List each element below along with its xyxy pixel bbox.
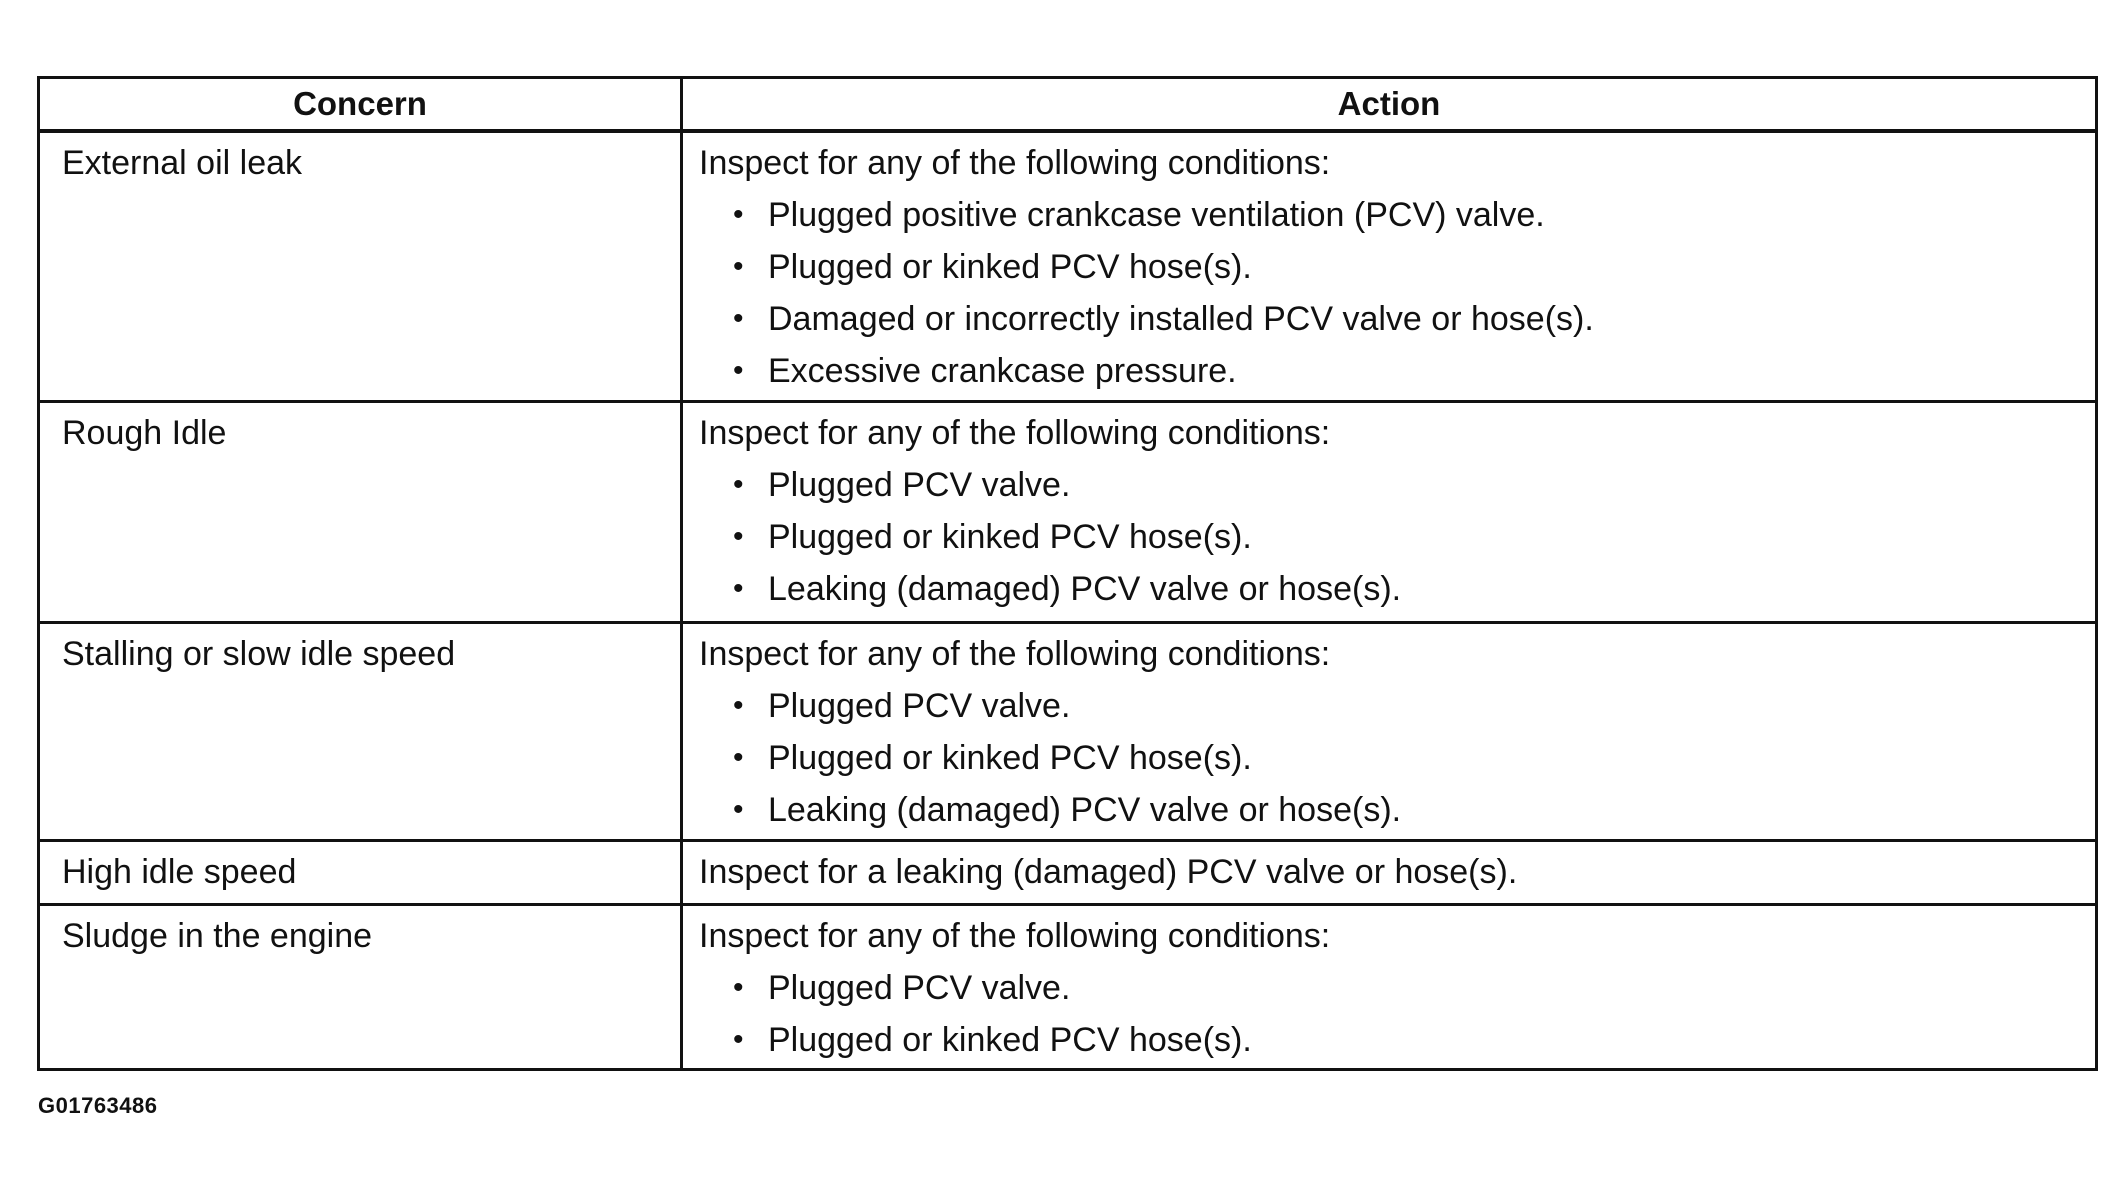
action-cell [682,904,2097,1069]
concern-cell: Stalling or slow idle speed [39,622,682,840]
condition-item [733,345,2095,397]
condition-text: Plugged PCV valve. [768,968,1071,1007]
bullet-icon: • [733,250,744,283]
column-header-action: Action [682,78,2097,132]
action-intro: Inspect for any of the following conditions: [699,634,1331,673]
action-intro: Inspect for any of the following conditions: [699,413,1331,452]
bullet-icon: • [733,519,744,553]
bullet-icon: • [733,792,744,826]
condition-text: Leaking (damaged) PCV valve or hose(s). [768,790,1402,829]
condition-item [733,511,2095,563]
bullet-icon: • [733,302,744,335]
table-body [39,131,2097,1069]
condition-text: Plugged PCV valve. [768,686,1071,725]
condition-list [699,189,2095,397]
table-row [39,840,2097,904]
diagnosis-table [37,76,2098,1071]
concern-cell: Sludge in the engine [39,904,682,1069]
figure-id: G01763486 [38,1093,158,1118]
condition-text: Plugged or kinked PCV hose(s). [768,517,1252,556]
table-row [39,904,2097,1069]
condition-item [733,459,2095,511]
condition-item [733,732,2095,784]
condition-text: Plugged or kinked PCV hose(s). [768,248,1252,286]
condition-text: Plugged or kinked PCV hose(s). [768,1020,1252,1059]
condition-text: Leaking (damaged) PCV valve or hose(s). [768,569,1402,608]
bullet-icon: • [733,1022,744,1056]
bullet-icon: • [733,467,744,501]
condition-item [733,293,2095,345]
table-header-row [39,78,2097,132]
condition-item [733,680,2095,732]
action-cell [682,401,2097,622]
table-row [39,131,2097,401]
bullet-icon: • [733,571,744,605]
condition-text: Plugged or kinked PCV hose(s). [768,738,1252,777]
condition-text: Damaged or incorrectly installed PCV valve or hose(s). [768,300,1594,338]
condition-text: Plugged PCV valve. [768,465,1071,504]
condition-list [699,459,2095,615]
bullet-icon: • [733,198,744,231]
bullet-icon: • [733,354,744,387]
action-cell [682,840,2097,904]
condition-item [733,563,2095,615]
condition-list [699,962,2095,1066]
action-cell [682,622,2097,840]
action-intro: Inspect for a leaking (damaged) PCV valve or hose(s). [699,852,1518,891]
condition-text: Excessive crankcase pressure. [768,352,1237,390]
action-intro: Inspect for any of the following conditions: [699,144,1331,182]
table-row [39,401,2097,622]
table-row [39,622,2097,840]
bullet-icon: • [733,688,744,722]
bullet-icon: • [733,970,744,1004]
concern-cell: High idle speed [39,840,682,904]
condition-item [733,241,2095,293]
condition-list [699,680,2095,836]
condition-item [733,1014,2095,1066]
condition-text: Plugged positive crankcase ventilation (PCV) valve. [768,196,1545,234]
column-header-concern: Concern [39,78,682,132]
condition-item [733,189,2095,241]
action-intro: Inspect for any of the following conditions: [699,916,1331,955]
condition-item [733,784,2095,836]
condition-item [733,962,2095,1014]
action-cell [682,131,2097,401]
concern-cell: Rough Idle [39,401,682,622]
bullet-icon: • [733,740,744,774]
concern-cell: External oil leak [39,131,682,401]
